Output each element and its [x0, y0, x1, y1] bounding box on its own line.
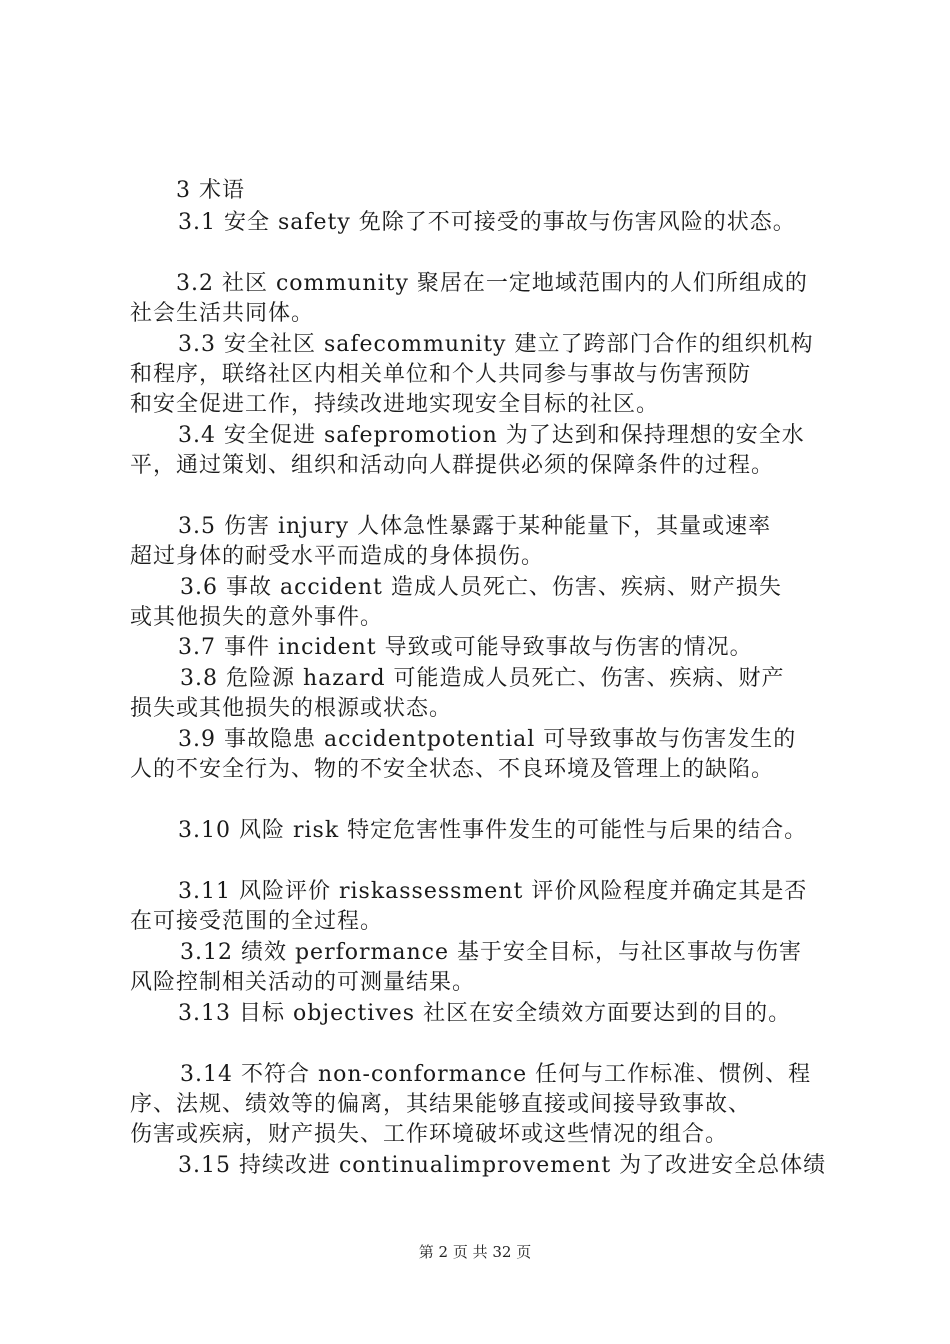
text-line: 3.11 风险评价 riskassessment 评价风险程度并确定其是否	[178, 879, 808, 904]
page-footer: 第 2 页 共 32 页	[418, 1243, 532, 1261]
text-line: 超过身体的耐受水平而造成的身体损伤。	[130, 544, 545, 569]
text-line: 3.1 安全 safety 免除了不可接受的事故与伤害风险的状态。	[178, 210, 796, 235]
text-line: 和安全促进工作，持续改进地实现安全目标的社区。	[130, 392, 660, 417]
text-line: 3.6 事故 accident 造成人员死亡、伤害、疾病、财产损失	[180, 575, 782, 600]
text-line: 3.5 伤害 injury 人体急性暴露于某种能量下，其量或速率	[178, 514, 772, 539]
text-line: 3.15 持续改进 continualimprovement 为了改进安全总体绩	[178, 1153, 827, 1178]
text-line: 3.7 事件 incident 导致或可能导致事故与伤害的情况。	[178, 635, 753, 660]
text-line: 3.2 社区 community 聚居在一定地域范围内的人们所组成的	[176, 271, 808, 296]
text-line: 3.10 风险 risk 特定危害性事件发生的可能性与后果的结合。	[178, 818, 808, 843]
text-line: 平，通过策划、组织和活动向人群提供必须的保障条件的过程。	[130, 453, 775, 478]
text-line: 人的不安全行为、物的不安全状态、不良环境及管理上的缺陷。	[130, 757, 775, 782]
text-line: 或其他损失的意外事件。	[130, 605, 384, 630]
text-line: 在可接受范围的全过程。	[130, 909, 384, 934]
text-line: 3.9 事故隐患 accidentpotential 可导致事故与伤害发生的	[178, 727, 797, 752]
section-heading: 3 术语	[176, 178, 245, 203]
text-line: 序、法规、绩效等的偏离，其结果能够直接或间接导致事故、	[130, 1092, 752, 1117]
text-line: 3.4 安全促进 safepromotion 为了达到和保持理想的安全水	[178, 423, 805, 448]
text-line: 3.14 不符合 non-conformance 任何与工作标准、惯例、程	[180, 1062, 812, 1087]
text-line: 3.13 目标 objectives 社区在安全绩效方面要达到的目的。	[178, 1001, 792, 1026]
text-line: 社会生活共同体。	[130, 301, 315, 326]
text-line: 风险控制相关活动的可测量结果。	[130, 970, 476, 995]
text-line: 3.8 危险源 hazard 可能造成人员死亡、伤害、疾病、财产	[180, 666, 785, 691]
text-line: 伤害或疾病，财产损失、工作环境破坏或这些情况的组合。	[130, 1122, 729, 1147]
text-line: 3.3 安全社区 safecommunity 建立了跨部门合作的组织机构	[178, 332, 814, 357]
text-line: 和程序，联络社区内相关单位和个人共同参与事故与伤害预防	[130, 362, 752, 387]
text-line: 3.12 绩效 performance 基于安全目标，与社区事故与伤害	[180, 940, 802, 965]
text-line: 损失或其他损失的根源或状态。	[130, 696, 453, 721]
